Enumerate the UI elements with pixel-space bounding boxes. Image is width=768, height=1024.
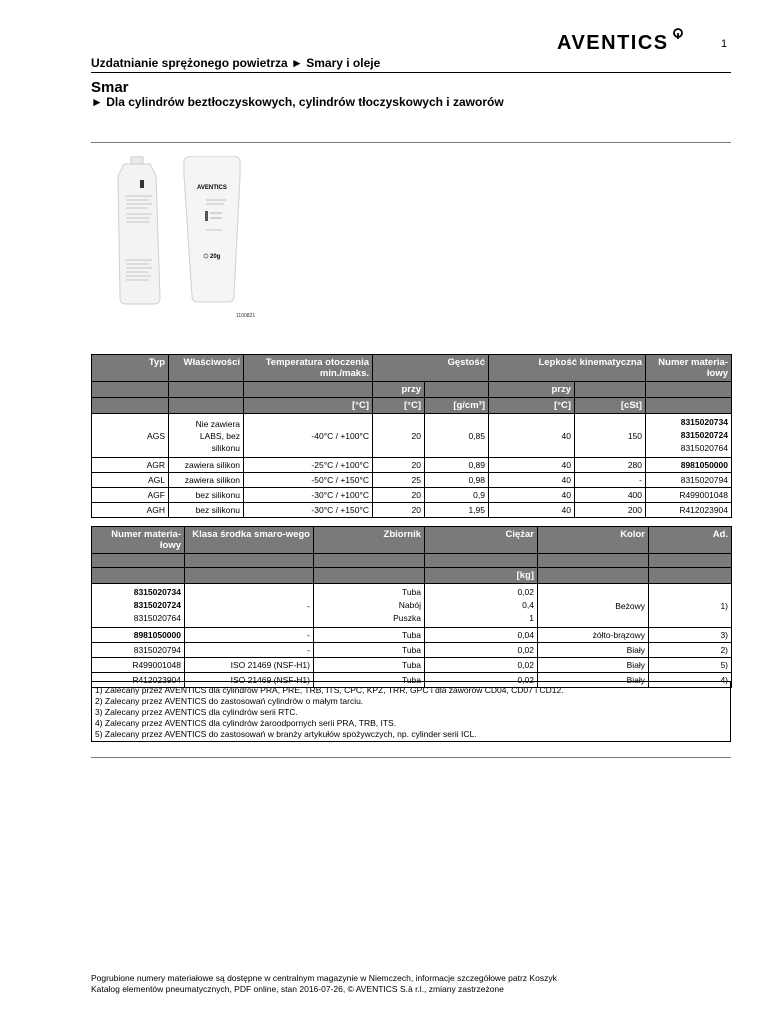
- table-row: R412023904 ISO 21469 (NSF-H1) Tuba 0,02 Biały 4): [92, 673, 732, 688]
- photo-caption: 1100821: [236, 313, 256, 319]
- col-lepkosc: Lepkość kinematyczna: [489, 355, 646, 382]
- material-number: R412023904: [646, 503, 732, 518]
- material-number: 8981050000: [646, 458, 732, 473]
- material-number: 8315020764: [680, 443, 728, 453]
- page-number: 1: [721, 38, 728, 50]
- properties-table: [91, 354, 732, 518]
- material-number: 8981050000: [92, 628, 185, 643]
- footnote: 2) Zalecany przez AVENTICS do zastosowań cylindrów o małym tarciu.: [95, 696, 364, 706]
- col-numer: Numer materia-łowy: [646, 355, 732, 382]
- material-number: 8315020734: [133, 587, 181, 597]
- grease-tube-right: [184, 156, 240, 302]
- table-row: AGR zawiera silikon -25°C / +100°C 20 0,89 40 280 8981050000: [92, 458, 732, 473]
- footnote: 4) Zalecany przez AVENTICS dla cylindrów żaroodpornych serii PRA, TRB, ITS.: [95, 718, 397, 728]
- unit-density: [g/cm³]: [425, 398, 489, 414]
- product-photo: [104, 156, 254, 308]
- material-number: 8315020724: [133, 600, 181, 610]
- col-numer: Numer materia-łowy: [92, 527, 185, 554]
- table-row: R499001048 ISO 21469 (NSF-H1) Tuba 0,02 Biały 5): [92, 658, 732, 673]
- unit-temp: [°C]: [244, 398, 373, 414]
- material-number: 8315020734: [680, 417, 728, 427]
- unit-cst: [cSt]: [575, 398, 646, 414]
- material-number: R499001048: [92, 658, 185, 673]
- footnote: 5) Zalecany przez AVENTICS do zastosowań w branży artykułów spożywczych, np. cylinder serii ICL.: [95, 729, 477, 739]
- material-number: 8315020724: [680, 430, 728, 440]
- tube-brand: AVENTICS: [197, 185, 227, 191]
- footer-line: Pogrubione numery materiałowe są dostępne w centralnym magazynie w Niemczech, informacje szczegółowe patrz Koszyk: [91, 973, 557, 983]
- footnotes: [91, 681, 731, 742]
- unit-kg: [kg]: [425, 568, 538, 584]
- col-klasa: Klasa środka smaro-wego: [185, 527, 314, 554]
- header-rule: [91, 72, 731, 73]
- col-gestosc: Gęstość: [373, 355, 489, 382]
- col-przy-2: przy: [489, 382, 575, 398]
- grease-tube-left: [118, 156, 160, 304]
- aventics-logo: [557, 28, 687, 56]
- tube-weight: 20g: [210, 254, 221, 260]
- material-number: R499001048: [646, 488, 732, 503]
- table-row: AGF bez silikonu -30°C / +100°C 20 0,9 40 400 R499001048: [92, 488, 732, 503]
- material-number: 8315020794: [92, 643, 185, 658]
- col-typ: Typ: [92, 355, 169, 382]
- ordering-table: [91, 526, 732, 688]
- table-row: AGL zawiera silikon -50°C / +150°C 25 0,98 40 - 8315020794: [92, 473, 732, 488]
- table-row: AGH bez silikonu -30°C / +150°C 20 1,95 40 200 R412023904: [92, 503, 732, 518]
- col-zbiornik: Zbiornik: [314, 527, 425, 554]
- logo-text: AVENTICS: [557, 32, 669, 54]
- table-row: 8981050000 - Tuba 0,04 żółto-brązowy 3): [92, 628, 732, 643]
- col-wlasciwosci: Właściwości: [169, 355, 244, 382]
- material-number: 8315020764: [133, 613, 181, 623]
- page-subtitle: ► Dla cylindrów beztłoczyskowych, cylindrów tłoczyskowych i zaworów: [91, 95, 504, 109]
- footer-line: Katalog elementów pneumatycznych, PDF online, stan 2016-07-26, © AVENTICS S.à r.l., zmiany zastrzeżone: [91, 984, 504, 994]
- page-title: Smar: [91, 79, 129, 96]
- col-kolor: Kolor: [538, 527, 649, 554]
- table-row: 8315020794 - Tuba 0,02 Biały 2): [92, 643, 732, 658]
- breadcrumb: Uzdatnianie sprężonego powietrza ► Smary i oleje: [91, 56, 381, 70]
- footnote: 3) Zalecany przez AVENTICS dla cylindrów serii RTC.: [95, 707, 298, 717]
- footnote: 1) Zalecany przez AVENTICS dla cylindrów PRA, PRE, TRB, ITS, CPC, KPZ, TRR, GPC i dla zaworów CD04, CD07 i CD12.: [95, 685, 564, 695]
- material-number: 8315020794: [646, 473, 732, 488]
- page-footer: [91, 973, 557, 995]
- table-row: AGS Nie zawiera LABS, bez silikonu -40°C / +100°C 20 0,85 40 150 8315020734 8315020724 8315020764: [92, 414, 732, 458]
- table-row: 8315020734 8315020724 8315020764 - Tuba Nabój Puszka 0,02 0,4 1 Beżowy 1): [92, 584, 732, 628]
- divider: [91, 142, 731, 143]
- unit-temp-visc: [°C]: [489, 398, 575, 414]
- col-ciezar: Ciężar: [425, 527, 538, 554]
- col-temperatura: Temperatura otoczenia min./maks.: [244, 355, 373, 382]
- col-ad: Ad.: [649, 527, 732, 554]
- material-number: R412023904: [92, 673, 185, 688]
- col-przy-1: przy: [373, 382, 425, 398]
- unit-temp-density: [°C]: [373, 398, 425, 414]
- divider: [91, 757, 731, 758]
